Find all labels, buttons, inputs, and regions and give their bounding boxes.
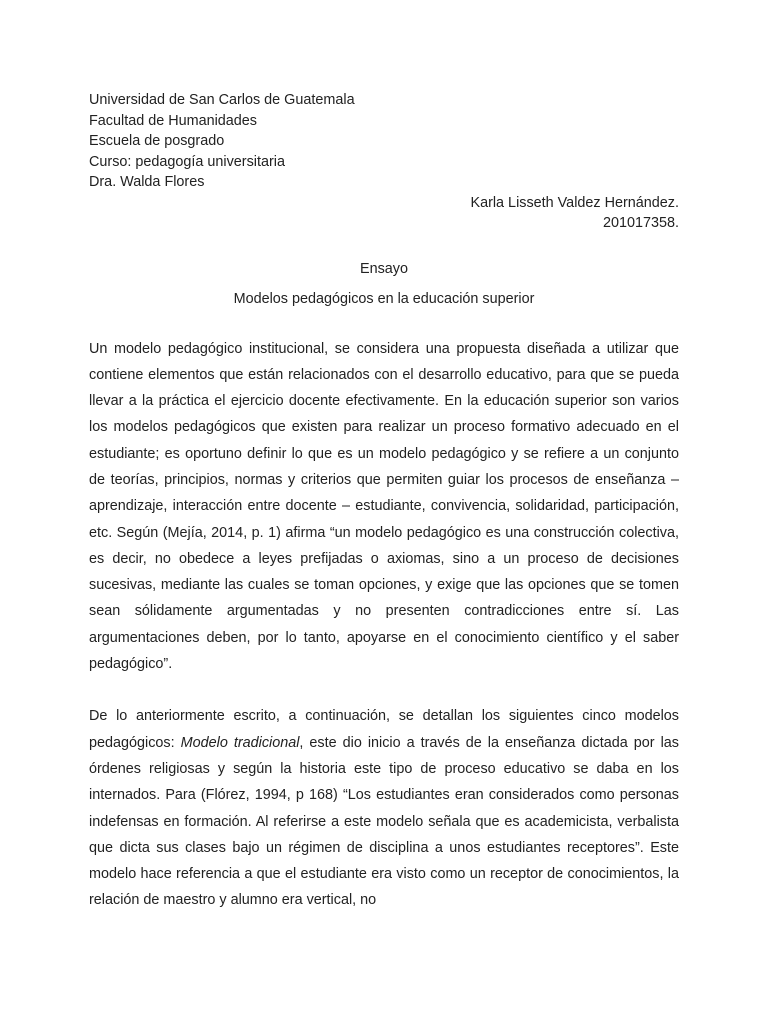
title-block bbox=[89, 254, 679, 314]
document-page bbox=[89, 90, 679, 914]
faculty-line: Facultad de Humanidades bbox=[89, 112, 257, 129]
student-id: 201017358. bbox=[602, 215, 679, 231]
document-title: Modelos pedagógicos en la educación superior bbox=[233, 290, 535, 307]
author-name: Karla Lisseth Valdez Hernández. bbox=[470, 194, 679, 211]
university-line: Universidad de San Carlos de Guatemala bbox=[89, 92, 355, 108]
paragraph-2-intro: De lo anteriormente escrito, a continuación, se detallan los siguientes cinco modelos pedagógicos: bbox=[89, 708, 679, 751]
document-type: Ensayo bbox=[360, 260, 408, 277]
institution-header bbox=[89, 90, 679, 234]
course-line: Curso: pedagogía universitaria bbox=[89, 153, 285, 170]
paragraph-2-rest: , este dio inicio a través de la enseñanza dictada por las órdenes religiosas y según la historia este tipo de proceso educativo se daba en los internados. Para (Flórez, 1994, p 168) “Los estudiantes eran considerados como personas indefensas en formación. Al referirse a este modelo señala que es academicista, verbalista que dicta sus clases bajo un régimen de disciplina a unos estudiantes receptores”. Este modelo hace referencia a que el estudiante era visto como un receptor de conocimientos, la relación de maestro y alumno era vertical, no bbox=[89, 734, 679, 909]
body-paragraph-2 bbox=[89, 703, 679, 913]
paragraph-2-emphasis: Modelo tradicional bbox=[180, 734, 300, 751]
school-line: Escuela de posgrado bbox=[89, 133, 225, 149]
professor-line: Dra. Walda Flores bbox=[89, 174, 205, 190]
body-paragraph-1: Un modelo pedagógico institucional, se considera una propuesta diseñada a utilizar que contiene elementos que están relacionados con el desarrollo educativo, para que se pueda llevar a la práctica el ejercicio docente efectivamente. En la educación superior son varios los modelos pedagógicos que existen para realizar un proceso formativo adecuado en el estudiante; es oportuno definir lo que es un modelo pedagógico y se refiere a un conjunto de teorías, principios, normas y criterios que permiten guiar los procesos de enseñanza – aprendizaje, interacción entre docente – estudiante, convivencia, solidaridad, participación, etc. Según (Mejía, 2014, p. 1) afirma “un modelo pedagógico es una construcción colectiva, es decir, no obedece a leyes prefijadas o axiomas, sino a un proceso de decisiones sucesivas, mediante las cuales se toman opciones, y exige que las opciones que se tomen sean sólidamente argumentadas y no presenten contradicciones entre sí. Las argumentaciones deben, por lo tanto, apoyarse en el conocimiento científico y el saber pedagógico”. bbox=[89, 340, 679, 673]
